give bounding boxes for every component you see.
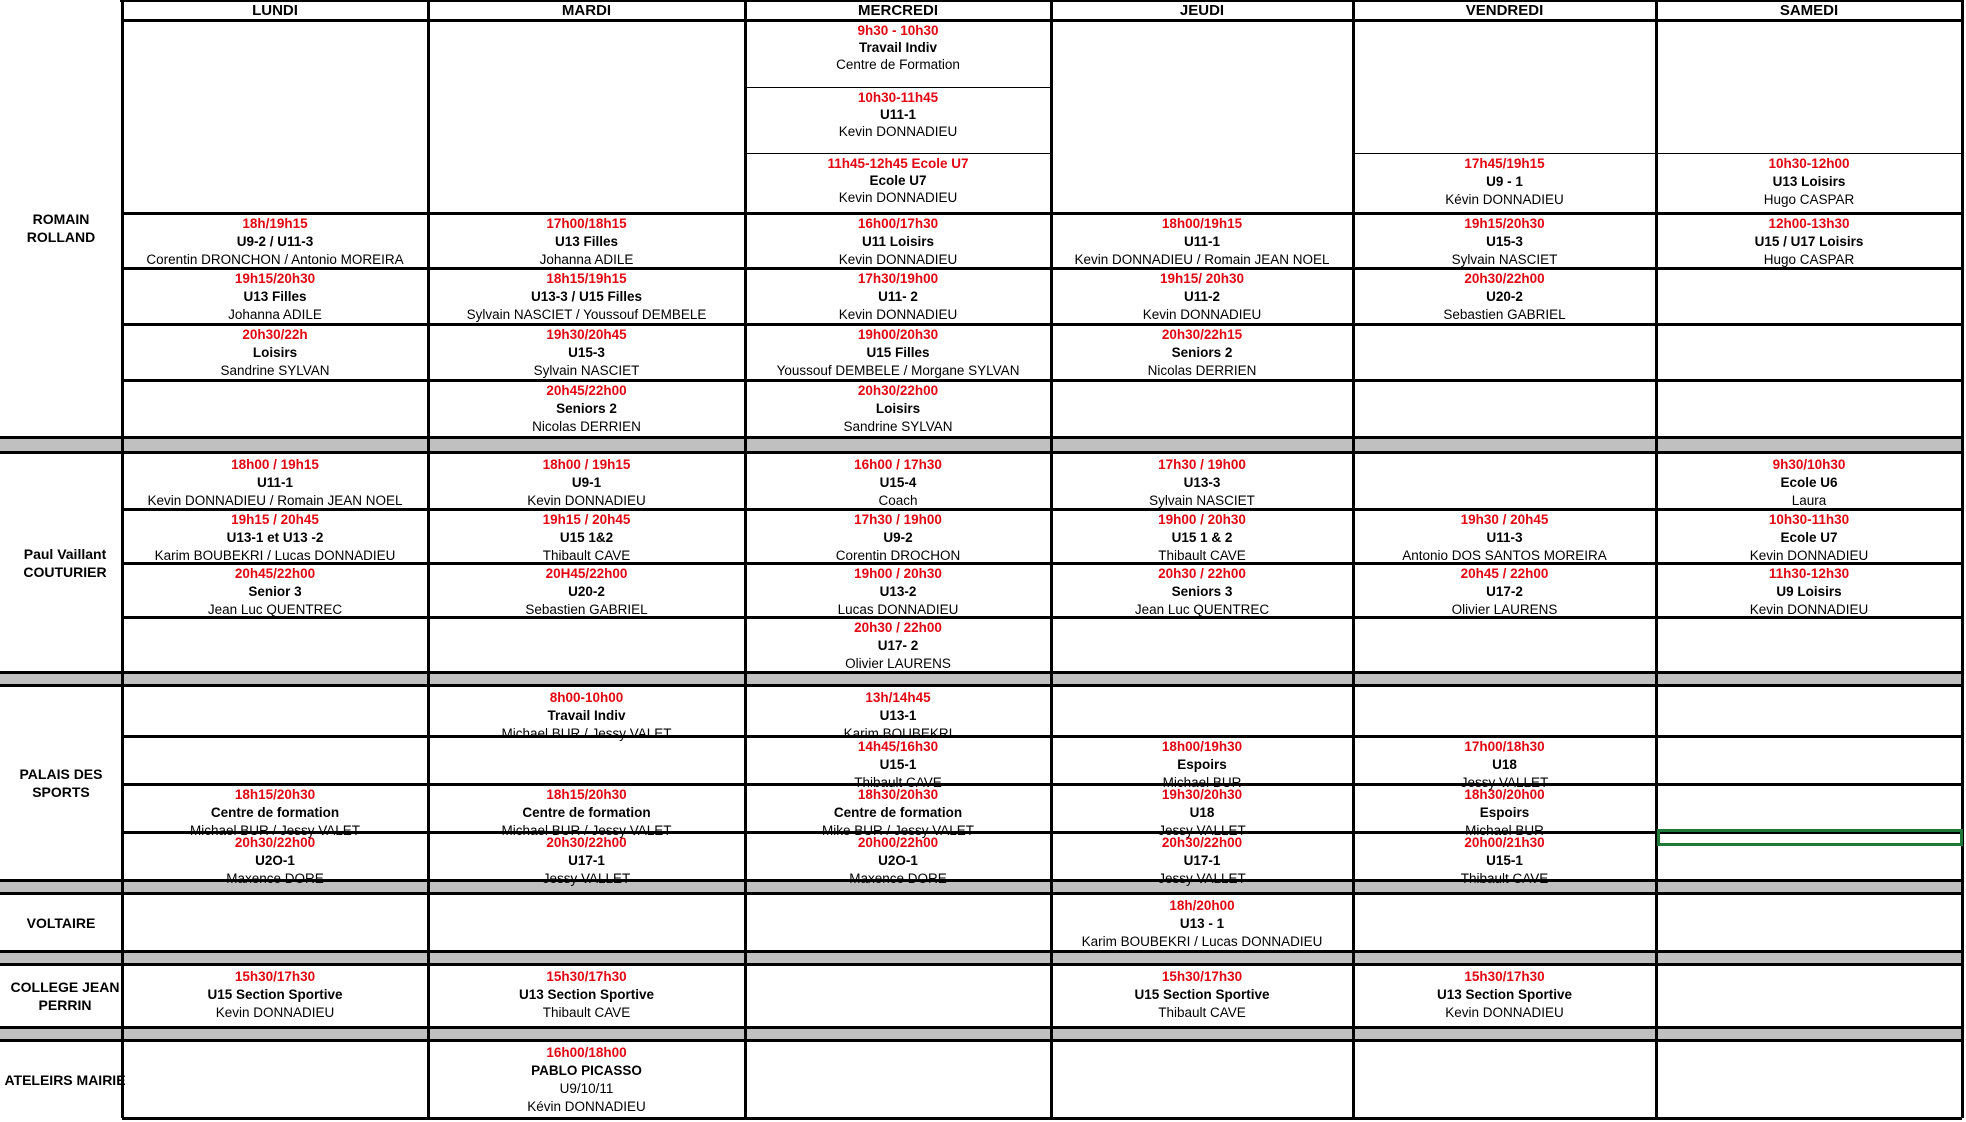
session-group: U15 Section Sportive (1134, 987, 1270, 1002)
session-coach: Kevin DONNADIEU (1749, 602, 1869, 617)
session-group: U2O-1 (878, 853, 918, 868)
session-time: 17h00/18h30 (1464, 739, 1545, 754)
session-cell[interactable] (428, 270, 745, 324)
session-group: U9-2 / U11-3 (236, 234, 314, 249)
session-coach: Thibault CAVE (854, 775, 942, 790)
day-header-samedi: SAMEDI (1779, 1, 1839, 19)
session-time: 20h30/22h00 (1464, 271, 1545, 286)
session-group: U17-1 (1183, 853, 1221, 868)
session-coach: Kevin DONNADIEU / Romain JEAN NOEL (1074, 252, 1330, 267)
session-coach: Kevin DONNADIEU (527, 493, 646, 508)
session-group: U20-2 (568, 584, 605, 599)
venue-label: COLLEGE JEAN PERRIN (10, 979, 120, 1013)
session-group: Travail Indiv (547, 708, 626, 723)
venue-label: ATELEIRS MAIRIE (4, 1072, 126, 1088)
session-cell[interactable] (745, 511, 1051, 563)
session-coach: Kevin DONNADIEU (1445, 1005, 1564, 1020)
session-cell[interactable] (745, 689, 1051, 741)
session-cell[interactable] (428, 326, 745, 380)
session-coach: Michael BUR (1465, 823, 1544, 838)
session-cell[interactable] (1353, 215, 1656, 268)
session-coach: Olivier LAURENS (1451, 602, 1558, 617)
venue-label: ROMAIN ROLLAND (26, 211, 96, 245)
session-time: 11h30-12h30 (1768, 566, 1850, 581)
session-time: 18h00/19h15 (1161, 216, 1243, 231)
session-time: 15h30/17h30 (234, 969, 316, 984)
session-group: U17-2 (1486, 584, 1523, 599)
session-group: U11-2 (1183, 289, 1221, 304)
session-time: 19h30/20h45 (546, 327, 627, 342)
session-coach: Michael BUR / Jessy VALET (501, 823, 672, 838)
session-group: Seniors 2 (556, 401, 617, 416)
session-coach: Sylvain NASCIET (533, 363, 640, 378)
session-cell[interactable] (1051, 215, 1353, 268)
session-coach: Centre de Formation (836, 57, 960, 72)
session-time: 19h15 / 20h45 (231, 512, 319, 527)
session-coach: Sylvain NASCIET (1451, 252, 1558, 267)
session-coach: U9/10/11 (559, 1081, 614, 1096)
session-group: U17-1 (568, 853, 605, 868)
session-time: 19h15/20h30 (234, 271, 316, 286)
session-cell[interactable] (428, 786, 745, 838)
session-time: 20h30/22h00 (857, 383, 939, 398)
session-coach: Kevin DONNADIEU (215, 1005, 335, 1020)
session-coach: Sebastien GABRIEL (1443, 307, 1566, 322)
session-time: 19h15/20h30 (1464, 216, 1545, 231)
session-time: 18h30/20h30 (857, 787, 939, 802)
session-cell[interactable] (1353, 155, 1656, 213)
session-coach: Corentin DROCHON (835, 548, 961, 563)
session-group: U13 Loisirs (1772, 174, 1846, 189)
session-cell[interactable] (745, 738, 1051, 790)
session-cell[interactable] (122, 511, 428, 563)
selected-cell[interactable] (1657, 829, 1963, 846)
session-time: 20h30 / 22h00 (854, 620, 942, 635)
session-time: 20h45 / 22h00 (1460, 566, 1549, 581)
session-group: U9 - 1 (1486, 174, 1523, 189)
session-coach: Coach (878, 493, 918, 508)
session-group: U15 1 & 2 (1171, 530, 1233, 545)
session-time: 20h00/21h30 (1464, 835, 1545, 850)
session-time: 18h15/20h30 (546, 787, 627, 802)
session-group: U2O-1 (255, 853, 295, 868)
session-group: U18 (1189, 805, 1215, 820)
session-cell[interactable] (428, 382, 745, 436)
session-group: U15 / U17 Loisirs (1754, 234, 1864, 249)
session-group: U13-2 (879, 584, 917, 599)
session-time: 17h30/19h00 (857, 271, 939, 286)
session-time: 18h30/20h00 (1464, 787, 1545, 802)
session-cell[interactable] (1051, 968, 1353, 1026)
session-coach: Kévin DONNADIEU (527, 1099, 646, 1114)
session-cell[interactable] (745, 155, 1051, 213)
venue-separator (0, 671, 1962, 687)
session-group: U11 Loisirs (861, 234, 935, 249)
session-cell[interactable] (745, 326, 1051, 380)
session-group: Ecole U7 (1780, 530, 1838, 545)
session-group: U13 Section Sportive (1436, 987, 1573, 1002)
session-coach: Laura (1791, 493, 1827, 508)
session-coach: Thibault CAVE (542, 548, 631, 563)
session-group: U15 1&2 (559, 530, 614, 545)
session-coach: Jessy VALLET (1460, 775, 1549, 790)
session-time: 19h00 / 20h30 (1158, 512, 1246, 527)
session-cell[interactable] (1656, 565, 1962, 617)
session-coach: Sandrine SYLVAN (843, 419, 953, 434)
session-coach: Nicolas DERRIEN (1147, 363, 1257, 378)
session-time: 19h00 / 20h30 (854, 566, 942, 581)
session-cell[interactable] (745, 834, 1051, 886)
session-time: 20h30/22h00 (234, 835, 316, 850)
cell-border (745, 87, 1051, 88)
session-coach: Sebastien GABRIEL (525, 602, 648, 617)
session-time: 17h45/19h15 (1464, 156, 1545, 171)
session-group: U17- 2 (877, 638, 919, 653)
session-cell[interactable] (1353, 270, 1656, 324)
session-group: U20-2 (1486, 289, 1523, 304)
session-cell[interactable] (745, 215, 1051, 268)
session-coach: Olivier LAURENS (845, 656, 951, 671)
session-coach: Kevin DONNADIEU (838, 190, 958, 205)
session-cell[interactable] (122, 834, 428, 886)
session-cell[interactable] (1353, 565, 1656, 617)
session-cell[interactable] (745, 565, 1051, 617)
session-time: 19h00/20h30 (857, 327, 939, 342)
session-group: U13-3 / U15 Filles (530, 289, 643, 304)
session-group: Centre de formation (210, 805, 340, 820)
session-cell[interactable] (1051, 738, 1353, 790)
session-coach: Sylvain NASCIET (1149, 493, 1255, 508)
session-group: Seniors 2 (1171, 345, 1233, 360)
session-time: 20h00/22h00 (857, 835, 939, 850)
cell-border (1656, 153, 1962, 154)
session-time: 10h30-11h45 (857, 90, 939, 105)
session-time: 20h30/22h00 (546, 835, 627, 850)
session-cell[interactable] (428, 511, 745, 563)
session-group: Ecole U6 (1780, 475, 1838, 490)
venue-label: PALAIS DES SPORTS (19, 766, 103, 800)
day-header-jeudi: JEUDI (1179, 1, 1225, 19)
session-cell[interactable] (745, 270, 1051, 324)
day-header-mardi: MARDI (561, 1, 612, 19)
session-group: U15-4 (879, 475, 917, 490)
session-cell[interactable] (1051, 834, 1353, 886)
session-cell[interactable] (428, 1044, 745, 1118)
session-time: 20h30 / 22h00 (1158, 566, 1246, 581)
session-coach: Maxence DORE (849, 871, 947, 886)
session-cell[interactable] (428, 215, 745, 268)
venue-separator (0, 436, 1962, 454)
session-group: U15-3 (1486, 234, 1523, 249)
session-cell[interactable] (122, 786, 428, 838)
venue-separator (0, 1026, 1962, 1042)
session-time: 13h/14h45 (865, 690, 931, 705)
session-group: Espoirs (1479, 805, 1530, 820)
session-cell[interactable] (1051, 565, 1353, 617)
session-cell[interactable] (1353, 511, 1656, 563)
session-cell[interactable] (745, 456, 1051, 509)
session-time: 15h30/17h30 (546, 969, 627, 984)
session-coach: Thibault CAVE (1460, 871, 1549, 886)
session-group: U18 (1492, 757, 1517, 772)
session-coach: Hugo CASPAR (1763, 192, 1855, 207)
session-group: Ecole U7 (869, 173, 927, 188)
venue-label: Paul Vaillant COUTURIER (23, 545, 107, 580)
session-coach: Kevin DONNADIEU / Romain JEAN NOEL (147, 493, 403, 508)
session-group: U13 Section Sportive (518, 987, 655, 1002)
session-time: 16h00 / 17h30 (854, 457, 942, 472)
session-time: 20h30/22h00 (1161, 835, 1243, 850)
session-group: Travail Indiv (858, 40, 938, 55)
session-time: 18h/19h15 (242, 216, 308, 231)
session-cell[interactable] (1353, 786, 1656, 838)
session-time: 18h00/19h30 (1161, 739, 1243, 754)
session-group: U15-3 (568, 345, 605, 360)
session-cell[interactable] (745, 89, 1051, 153)
day-header-lundi: LUNDI (252, 1, 298, 19)
session-group: U15 Filles (866, 345, 930, 360)
session-group: U13 Filles (243, 289, 307, 304)
cell-border (1353, 153, 1656, 154)
session-time: 18h15/20h30 (234, 787, 316, 802)
session-time: 9h30 - 10h30 (857, 23, 939, 38)
session-cell[interactable] (1051, 326, 1353, 380)
session-group: U13-1 (879, 708, 917, 723)
session-coach: Hugo CASPAR (1763, 252, 1855, 267)
session-coach: Michael BUR / Jessy VALET (189, 823, 361, 838)
session-cell[interactable] (122, 270, 428, 324)
session-cell[interactable] (1656, 511, 1962, 563)
session-cell[interactable] (745, 619, 1051, 671)
session-time: 18h00 / 19h15 (542, 457, 631, 472)
session-group: U11-3 (1486, 530, 1523, 545)
session-group: U13-1 et U13 -2 (226, 530, 324, 545)
session-group: Loisirs (252, 345, 298, 360)
session-time: 12h00-13h30 (1768, 216, 1850, 231)
session-cell[interactable] (745, 22, 1051, 87)
session-cell[interactable] (428, 968, 745, 1026)
session-time: 20h45/22h00 (546, 383, 627, 398)
session-group: PABLO PICASSO (531, 1063, 642, 1078)
session-group: Espoirs (1177, 757, 1227, 772)
day-header-vendredi: VENDREDI (1465, 1, 1544, 19)
session-time: 20h30/22h15 (1161, 327, 1243, 342)
session-group: Centre de formation (522, 805, 651, 820)
session-coach: Johanna ADILE (228, 307, 322, 322)
session-cell[interactable] (1656, 456, 1962, 509)
session-time: 19h15/ 20h30 (1159, 271, 1245, 286)
session-cell[interactable] (428, 689, 745, 741)
session-cell[interactable] (428, 456, 745, 509)
session-coach: Sandrine SYLVAN (220, 363, 330, 378)
session-time: 16h00/17h30 (857, 216, 939, 231)
session-time: 10h30-11h30 (1768, 512, 1850, 527)
session-group: Centre de formation (833, 805, 963, 820)
session-group: U15 Section Sportive (207, 987, 343, 1002)
session-time: 8h00-10h00 (549, 690, 624, 705)
session-time: 9h30/10h30 (1772, 457, 1846, 472)
session-time: 20h30/22h (242, 327, 308, 342)
session-coach: Karim BOUBEKRI / Lucas DONNADIEU (1081, 934, 1323, 949)
session-time: 17h30 / 19h00 (1158, 457, 1246, 472)
session-coach: Michael BUR / Jessy VALET (501, 726, 672, 741)
session-group: U15-1 (879, 757, 917, 772)
session-time: 18h00 / 19h15 (231, 457, 319, 472)
session-coach: Antonio DOS SANTOS MOREIRA (1402, 548, 1607, 563)
session-time: 20h45/22h00 (234, 566, 316, 581)
session-cell[interactable] (122, 326, 428, 380)
session-group: U11-1 (1183, 234, 1221, 249)
session-time: 17h00/18h15 (546, 216, 627, 231)
session-coach: Youssouf DEMBELE / Morgane SYLVAN (776, 363, 1020, 378)
session-coach: Thibault CAVE (542, 1005, 631, 1020)
day-header-mercredi: MERCREDI (857, 1, 938, 19)
session-time: 15h30/17h30 (1464, 969, 1545, 984)
session-cell[interactable] (1353, 968, 1656, 1026)
session-cell[interactable] (122, 565, 428, 617)
session-coach: Karim BOUBEKRI (843, 726, 953, 741)
session-coach: Jessy VALLET (1158, 823, 1246, 838)
session-group: U11- 2 (878, 289, 918, 304)
session-time: 19h15 / 20h45 (542, 512, 631, 527)
session-group: U9 Loisirs (1776, 584, 1842, 599)
session-cell[interactable] (1656, 215, 1962, 268)
session-coach: Johanna ADILE (539, 252, 634, 267)
session-group: Senior 3 (248, 584, 302, 599)
session-group: U11-1 (256, 475, 294, 490)
session-group: U15-1 (1486, 853, 1523, 868)
session-coach: Thibault CAVE (1158, 548, 1246, 563)
session-coach: Mike BUR / Jessy VALET (821, 823, 975, 838)
session-cell[interactable] (1656, 155, 1962, 213)
session-cell[interactable] (1051, 511, 1353, 563)
session-time: 18h15/19h15 (546, 271, 627, 286)
session-time: 16h00/18h00 (546, 1045, 627, 1060)
session-cell[interactable] (122, 215, 428, 268)
session-cell[interactable] (122, 456, 428, 509)
venue-separator (0, 950, 1962, 966)
session-coach: Kevin DONNADIEU (838, 252, 958, 267)
session-group: Seniors 3 (1171, 584, 1233, 599)
session-group: Loisirs (875, 401, 921, 416)
session-time: 18h/20h00 (1169, 898, 1235, 913)
session-time: 14h45/16h30 (857, 739, 939, 754)
session-coach: Sylvain NASCIET / Youssouf DEMBELE (466, 307, 707, 322)
session-coach: Jessy VALLET (1158, 871, 1246, 886)
session-group: U13 Filles (554, 234, 619, 249)
session-group: U9-1 (571, 475, 602, 490)
session-cell[interactable] (1353, 834, 1656, 886)
session-coach: Kevin DONNADIEU (1749, 548, 1869, 563)
session-cell[interactable] (428, 834, 745, 886)
session-coach: Kevin DONNADIEU (1142, 307, 1262, 322)
session-group: U11-1 (879, 107, 917, 122)
cell-border (745, 153, 1051, 154)
row-border (122, 1117, 1962, 1120)
session-cell[interactable] (1051, 897, 1353, 950)
session-cell[interactable] (428, 565, 745, 617)
session-cell[interactable] (1353, 738, 1656, 790)
session-cell[interactable] (745, 786, 1051, 838)
session-time: 19h30/20h30 (1161, 787, 1243, 802)
venue-label: VOLTAIRE (26, 914, 96, 931)
session-group: U13-3 (1183, 475, 1221, 490)
session-coach: Jean Luc QUENTREC (207, 602, 343, 617)
session-group: U13 - 1 (1179, 916, 1225, 931)
session-coach: Kévin DONNADIEU (1445, 192, 1564, 207)
session-coach: Kevin DONNADIEU (838, 124, 958, 139)
session-time: 15h30/17h30 (1161, 969, 1243, 984)
session-time: 17h30 / 19h00 (854, 512, 942, 527)
session-coach: Jean Luc QUENTREC (1134, 602, 1270, 617)
session-coach: Maxence DORE (226, 871, 324, 886)
session-coach: Jessy VALLET (542, 871, 631, 886)
session-coach: Corentin DRONCHON / Antonio MOREIRA (146, 252, 404, 267)
session-time: 10h30-12h00 (1768, 156, 1850, 171)
session-coach: Lucas DONNADIEU (837, 602, 959, 617)
session-cell[interactable] (1051, 786, 1353, 838)
session-time: 20H45/22h00 (545, 566, 628, 581)
session-coach: Kevin DONNADIEU (838, 307, 958, 322)
session-group: U9-2 (883, 530, 913, 545)
session-coach: Nicolas DERRIEN (532, 419, 641, 434)
session-coach: Michael BUR (1162, 775, 1242, 790)
session-cell[interactable] (745, 382, 1051, 436)
session-cell[interactable] (1051, 270, 1353, 324)
session-cell[interactable] (122, 968, 428, 1026)
session-coach: Karim BOUBEKRI / Lucas DONNADIEU (154, 548, 396, 563)
session-time: 11h45-12h45 Ecole U7 (827, 156, 969, 171)
session-time: 19h30 / 20h45 (1460, 512, 1549, 527)
session-coach: Thibault CAVE (1158, 1005, 1246, 1020)
session-cell[interactable] (1051, 456, 1353, 509)
